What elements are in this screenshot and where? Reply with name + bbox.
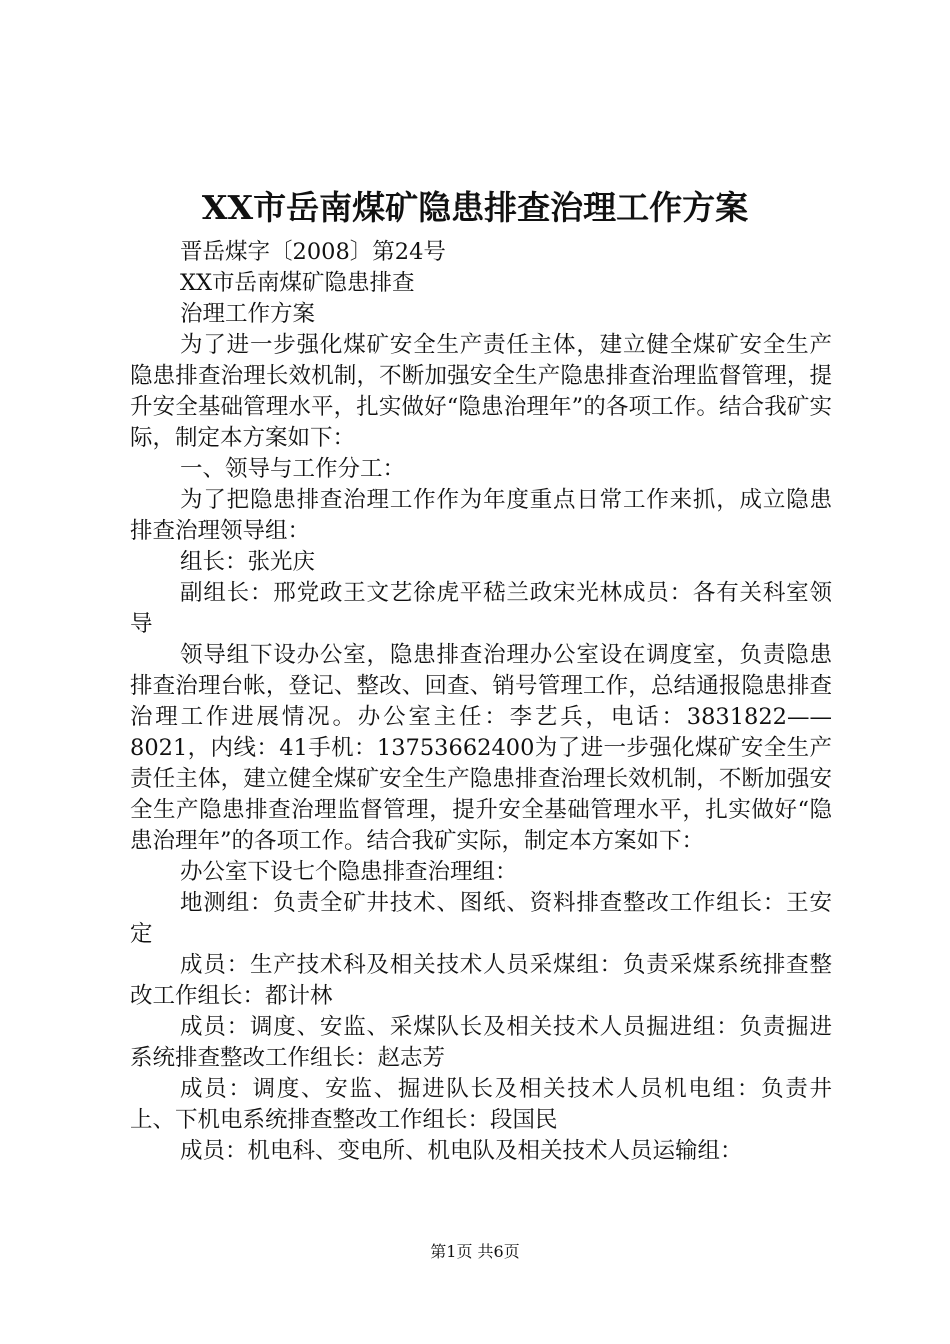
paragraph-intro: 为了进一步强化煤矿安全生产责任主体，建立健全煤矿安全生产隐患排查治理长效机制，不断加强安全生产隐患排查治理监督管理，提升安全基础管理水平，扎实做好“隐患治理年”的各项工作。结合我矿实际，制定本方案如下： <box>130 332 832 451</box>
paragraph-group-leader: 组长：张光庆 <box>180 549 316 575</box>
paragraph-mining-group: 成员：生产技术科及相关技术人员采煤组：负责采煤系统排查整改工作组长：都计林 <box>130 952 832 1009</box>
paragraph-office: 领导组下设办公室，隐患排查治理办公室设在调度室，负责隐患排查治理台帐，登记、整改、回查、销号管理工作，总结通报隐患排查治理工作进展情况。办公室主任：李艺兵，电话：3831822——8021，内线：41手机：13753662400为了进一步强化煤矿安全生产责任主体，建立健全煤矿安全生产隐患排查治理长效机制，不断加强安全生产隐患排查治理监督管理，提升安全基础管理水平，扎实做好“隐患治理年”的各项工作。结合我矿实际，制定本方案如下： <box>130 642 832 854</box>
document-body <box>130 237 832 1167</box>
page-number-footer: 第1页 共6页 <box>430 1242 520 1261</box>
paragraph-survey-group: 地测组：负责全矿井技术、图纸、资料排查整改工作组长：王安定 <box>130 890 832 947</box>
section-heading-1: 一、领导与工作分工： <box>180 456 406 482</box>
sub-title-line-1: XX市岳南煤矿隐患排查 <box>180 270 415 296</box>
paragraph-seven-groups: 办公室下设七个隐患排查治理组： <box>180 859 518 885</box>
paragraph-electromechanical-group: 成员：调度、安监、掘进队长及相关技术人员机电组：负责井上、下机电系统排查整改工作组长：段国民 <box>130 1076 832 1133</box>
paragraph-transport-group: 成员：机电科、变电所、机电队及相关技术人员运输组： <box>180 1138 743 1164</box>
paragraph-leadership-group: 为了把隐患排查治理工作作为年度重点日常工作来抓，成立隐患排查治理领导组： <box>130 487 832 544</box>
paragraph-deputy-leaders: 副组长：邢党政王文艺徐虎平嵇兰政宋光林成员：各有关科室领导 <box>130 580 832 637</box>
doc-number: 晋岳煤字〔2008〕第24号 <box>180 239 446 265</box>
document-title: XX市岳南煤矿隐患排查治理工作方案 <box>201 188 749 227</box>
paragraph-tunneling-group: 成员：调度、安监、采煤队长及相关技术人员掘进组：负责掘进系统排查整改工作组长：赵志芳 <box>130 1014 832 1071</box>
sub-title-line-2: 治理工作方案 <box>180 301 316 327</box>
